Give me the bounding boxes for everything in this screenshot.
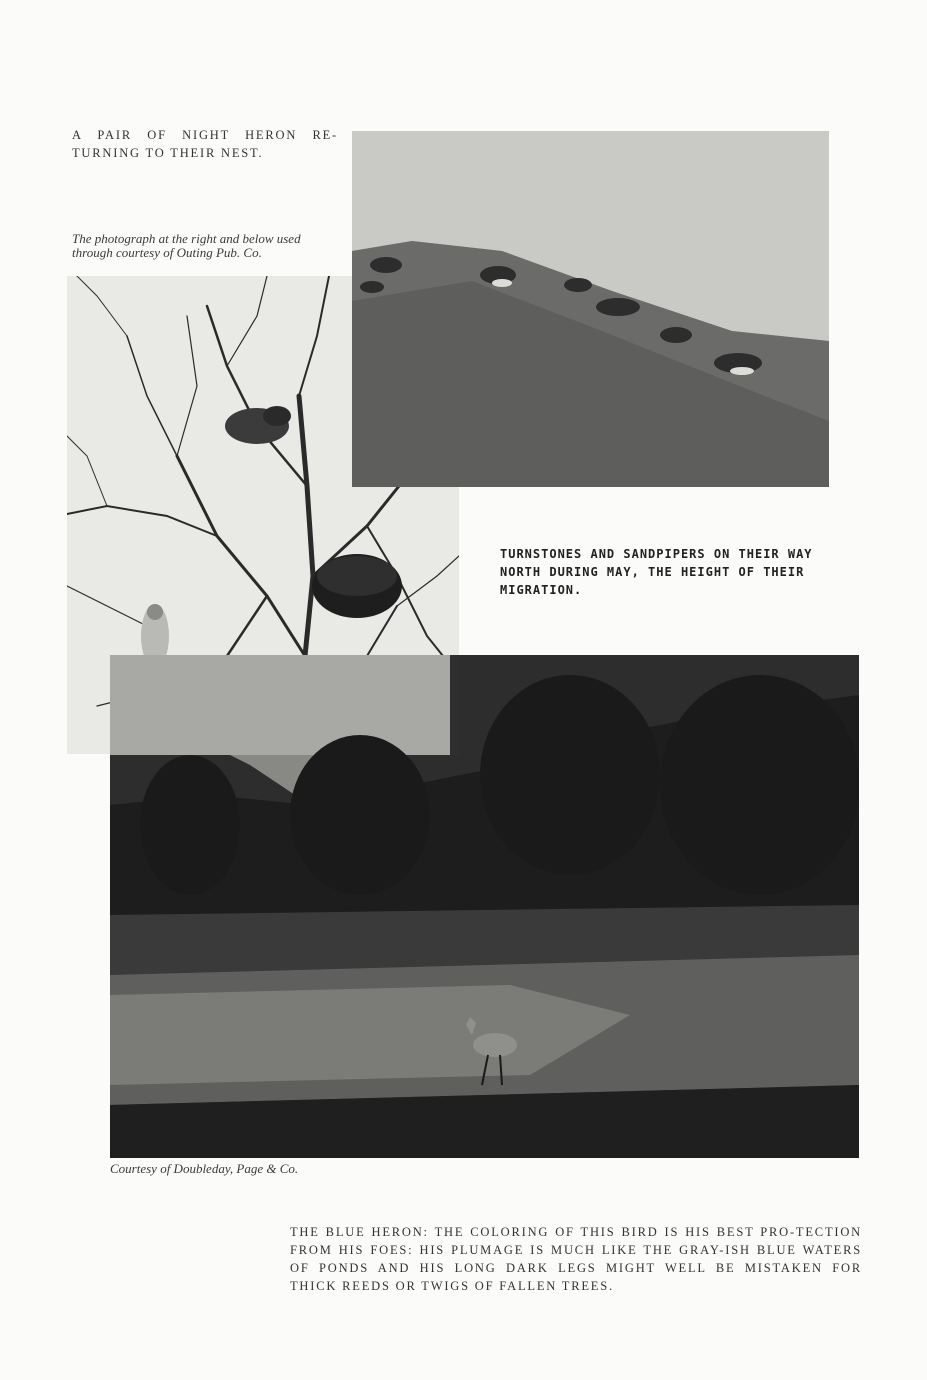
blue-heron-caption: THE BLUE HERON: THE COLORING OF THIS BIRD IS HIS BEST PRO-TECTION FROM HIS FOES: HIS PLUMAGE IS MUCH LIKE THE GRAY-ISH BLUE WATERS OF PONDS AND HIS LONG DARK LEGS MIGHT WELL BE MISTAKEN FOR THICK REEDS OR TWIGS OF FALLEN TREES.	[290, 1225, 862, 1293]
blue-heron-photo	[110, 655, 859, 1158]
turnstones-photo	[352, 131, 829, 487]
turnstones-caption: TURNSTONES AND SANDPIPERS ON THEIR WAY NORTH DURING MAY, THE HEIGHT OF THEIR MIGRATION.	[500, 547, 813, 597]
outing-credit: The photograph at the right and below used through courtesy of Outing Pub. Co.	[72, 231, 301, 260]
night-heron-caption: A PAIR OF NIGHT HERON RE-TURNING TO THEIR NEST.	[72, 128, 338, 160]
doubleday-credit: Courtesy of Doubleday, Page & Co.	[110, 1161, 299, 1176]
